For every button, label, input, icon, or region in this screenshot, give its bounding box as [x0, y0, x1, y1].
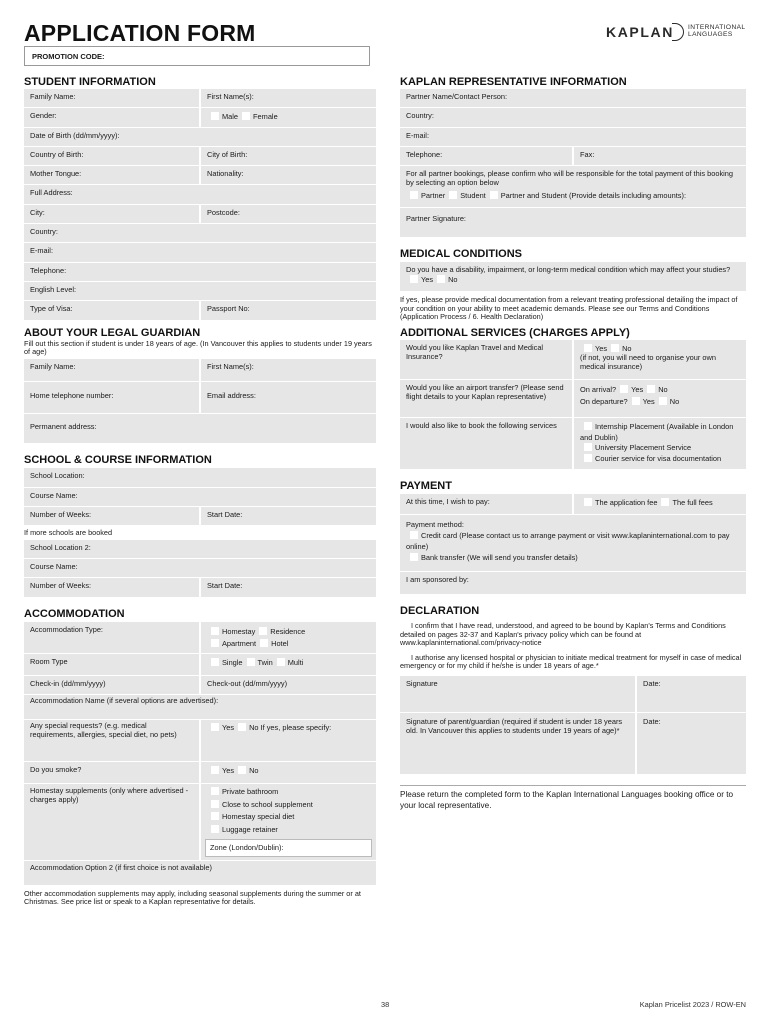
- english-level-field[interactable]: English Level:: [24, 282, 376, 301]
- postcode-field[interactable]: Postcode:: [199, 205, 376, 224]
- rep-telephone-field[interactable]: Telephone:: [400, 147, 572, 166]
- guardian-family-field[interactable]: Family Name:: [24, 359, 199, 382]
- residence-checkbox[interactable]: [259, 627, 267, 635]
- promotion-code-field[interactable]: PROMOTION CODE:: [24, 46, 370, 66]
- school-heading: SCHOOL & COURSE INFORMATION: [24, 454, 212, 467]
- weeks-field[interactable]: Number of Weeks:: [24, 507, 199, 526]
- smoke-options: Yes No: [199, 762, 376, 784]
- credit-card-checkbox[interactable]: [410, 531, 418, 539]
- insurance-question: Would you like Kaplan Travel and Medical Insurance?: [400, 340, 572, 380]
- single-checkbox[interactable]: [211, 658, 219, 666]
- airport-options: On arrival? Yes No On departure? Yes No: [572, 380, 746, 418]
- medical-heading: MEDICAL CONDITIONS: [400, 248, 523, 261]
- course-name-field[interactable]: Course Name:: [24, 488, 376, 507]
- gender-options: Male Female: [199, 108, 376, 127]
- pay-question: At this time, I wish to pay:: [400, 494, 572, 515]
- course-name2-field[interactable]: Course Name:: [24, 559, 376, 578]
- accom-footnote: Other accommodation supplements may apply, including seasonal supplements during the summer or at Christmas. See price list or speak to a Kaplan representative for details.: [24, 888, 361, 907]
- departure-yes-checkbox[interactable]: [632, 397, 640, 405]
- rep-country-field[interactable]: Country:: [400, 108, 746, 127]
- payment-heading: PAYMENT: [400, 480, 452, 493]
- email-field[interactable]: E-mail:: [24, 243, 376, 262]
- booking-responsibility: For all partner bookings, please confirm who will be responsible for the total payment of this booking by selecting an option below Partner Student Partner and Student (Provide details including amounts):: [400, 166, 746, 208]
- telephone-field[interactable]: Telephone:: [24, 263, 376, 282]
- female-checkbox[interactable]: [242, 112, 250, 120]
- country-birth-field[interactable]: Country of Birth:: [24, 147, 199, 166]
- supplements-label: Homestay supplements (only where advertised - charges apply): [24, 784, 199, 861]
- arrival-no-checkbox[interactable]: [647, 385, 655, 393]
- supplements-options: Private bathroom Close to school supplement Homestay special diet Luggage retainer Zone (London/Dublin):: [199, 784, 376, 861]
- gender-label: Gender:: [24, 108, 199, 127]
- rep-fax-field[interactable]: Fax:: [572, 147, 746, 166]
- diet-checkbox[interactable]: [211, 812, 219, 820]
- declaration-p2: I authorise any licensed hospital or physician to initiate medical treatment for myself in case of medical emergency or for my child if he/she is under 18 years of age.*: [400, 652, 742, 670]
- parent-date-field[interactable]: Date:: [635, 713, 746, 775]
- multi-checkbox[interactable]: [277, 658, 285, 666]
- smoke-yes-checkbox[interactable]: [211, 766, 219, 774]
- student-heading: STUDENT INFORMATION: [24, 76, 156, 88]
- services-question: I would also like to book the following services: [400, 418, 572, 470]
- dob-field[interactable]: Date of Birth (dd/mm/yyyy):: [24, 128, 376, 147]
- twin-checkbox[interactable]: [247, 658, 255, 666]
- guardian-tel-field[interactable]: Home telephone number:: [24, 382, 199, 414]
- bathroom-checkbox[interactable]: [211, 787, 219, 795]
- smoke-label: Do you smoke?: [24, 762, 199, 784]
- luggage-checkbox[interactable]: [211, 825, 219, 833]
- mother-tongue-field[interactable]: Mother Tongue:: [24, 166, 199, 185]
- bank-transfer-checkbox[interactable]: [410, 553, 418, 561]
- terms-checkbox[interactable]: [400, 621, 408, 629]
- city-field[interactable]: City:: [24, 205, 199, 224]
- accom-type-label: Accommodation Type:: [24, 622, 199, 654]
- accom-name-field[interactable]: Accommodation Name (if several options are advertised):: [24, 695, 376, 720]
- checkin-field[interactable]: Check-in (dd/mm/yyyy): [24, 676, 199, 695]
- special-requests-options: Yes No If yes, please specify:: [199, 720, 376, 762]
- start-date-field[interactable]: Start Date:: [199, 507, 376, 526]
- hotel-checkbox[interactable]: [260, 639, 268, 647]
- internship-checkbox[interactable]: [584, 422, 592, 430]
- page-number: 38: [381, 1000, 390, 1009]
- services-heading: ADDITIONAL SERVICES (CHARGES APPLY): [400, 327, 630, 340]
- parent-signature-field[interactable]: Signature of parent/guardian (required if student is under 18 years old. In Vancouver this applies to students under 19 years of age)*: [400, 713, 635, 775]
- weeks2-field[interactable]: Number of Weeks:: [24, 578, 199, 597]
- document-code: Kaplan Pricelist 2023 / ROW-EN: [639, 1000, 746, 1009]
- school-location2-field[interactable]: School Location 2:: [24, 540, 376, 559]
- kaplan-logo: KAPLAN INTERNATIONAL LANGUAGES: [606, 24, 746, 40]
- school-location-field[interactable]: School Location:: [24, 468, 376, 487]
- special-yes-checkbox[interactable]: [211, 723, 219, 731]
- accom-option2-field[interactable]: Accommodation Option 2 (if first choice is not available): [24, 861, 376, 886]
- both-checkbox[interactable]: [490, 191, 498, 199]
- sponsored-field[interactable]: I am sponsored by:: [400, 572, 746, 595]
- guardian-address-field[interactable]: Permanent address:: [24, 414, 376, 444]
- accom-type-options: Homestay Residence Apartment Hotel: [199, 622, 376, 654]
- medical-no-checkbox[interactable]: [437, 275, 445, 283]
- homestay-checkbox[interactable]: [211, 627, 219, 635]
- arrival-yes-checkbox[interactable]: [620, 385, 628, 393]
- insurance-yes-checkbox[interactable]: [584, 344, 592, 352]
- visa-field[interactable]: Type of Visa:: [24, 301, 199, 320]
- medical-yes-checkbox[interactable]: [410, 275, 418, 283]
- insurance-options: Yes No (if not, you will need to organise your own medical insurance): [572, 340, 746, 380]
- city-birth-field[interactable]: City of Birth:: [199, 147, 376, 166]
- male-checkbox[interactable]: [211, 112, 219, 120]
- zone-field[interactable]: Zone (London/Dublin):: [205, 839, 372, 858]
- form-title: APPLICATION FORM: [24, 20, 256, 46]
- authorise-checkbox[interactable]: [400, 653, 408, 661]
- address-field[interactable]: Full Address:: [24, 185, 376, 204]
- rep-heading: KAPLAN REPRESENTATIVE INFORMATION: [400, 76, 627, 88]
- special-requests-label: Any special requests? (e.g. medical requirements, allergies, special diet, no pets): [24, 720, 199, 762]
- signature-field[interactable]: Signature: [400, 676, 635, 713]
- services-options: Internship Placement (Available in London and Dublin) University Placement Service Courier service for visa documentation: [572, 418, 746, 470]
- special-no-checkbox[interactable]: [238, 723, 246, 731]
- more-schools-note: If more schools are booked: [24, 528, 113, 538]
- signature-date-field[interactable]: Date:: [635, 676, 746, 713]
- room-type-label: Room Type: [24, 654, 199, 676]
- start-date2-field[interactable]: Start Date:: [199, 578, 376, 597]
- accommodation-heading: ACCOMMODATION: [24, 607, 125, 620]
- rep-email-field[interactable]: E-mail:: [400, 128, 746, 147]
- checkout-field[interactable]: Check-out (dd/mm/yyyy): [199, 676, 376, 695]
- guardian-email-field[interactable]: Email address:: [199, 382, 376, 414]
- apartment-checkbox[interactable]: [211, 639, 219, 647]
- nationality-field[interactable]: Nationality:: [199, 166, 376, 185]
- guardian-first-field[interactable]: First Name(s):: [199, 359, 376, 382]
- declaration-p1: I confirm that I have read, understood, and agreed to be bound by Kaplan's Terms and Conditions detailed on pages 32-37 and Kaplan's privacy policy which can be found at www.kaplaninternational.com/privacy-notice: [400, 621, 726, 648]
- medical-note: If yes, please provide medical documentation from a relevant treating professional detailing the impact of your condition on your ability to meet academic demands. Please see our Terms and Conditions (Application Process / 6. Health Declaration): [400, 295, 738, 321]
- insurance-no-checkbox[interactable]: [611, 344, 619, 352]
- smoke-no-checkbox[interactable]: [238, 766, 246, 774]
- guardian-heading: ABOUT YOUR LEGAL GUARDIAN: [24, 326, 201, 339]
- courier-checkbox[interactable]: [584, 454, 592, 462]
- return-instructions: Please return the completed form to the Kaplan International Languages booking office or to your local representative.: [400, 790, 734, 810]
- country-field[interactable]: Country:: [24, 224, 376, 243]
- close-school-checkbox[interactable]: [211, 800, 219, 808]
- full-fees-checkbox[interactable]: [661, 498, 669, 506]
- pay-options: The application fee The full fees: [572, 494, 746, 515]
- partner-checkbox[interactable]: [410, 191, 418, 199]
- student-checkbox[interactable]: [449, 191, 457, 199]
- university-checkbox[interactable]: [584, 443, 592, 451]
- airport-question: Would you like an airport transfer? (Please send flight details to your Kaplan representative): [400, 380, 572, 418]
- first-name-field[interactable]: First Name(s):: [199, 89, 376, 108]
- room-type-options: Single Twin Multi: [199, 654, 376, 676]
- departure-no-checkbox[interactable]: [659, 397, 667, 405]
- passport-field[interactable]: Passport No:: [199, 301, 376, 320]
- medical-question: Do you have a disability, impairment, or long-term medical condition which may affect your studies?Yes No: [400, 262, 746, 292]
- family-name-field[interactable]: Family Name:: [24, 89, 199, 108]
- partner-name-field[interactable]: Partner Name/Contact Person:: [400, 89, 746, 108]
- application-fee-checkbox[interactable]: [584, 498, 592, 506]
- payment-method: Payment method: Credit card (Please contact us to arrange payment or visit www.kaplaninternational.com to pay online) Bank transfer (We will send you transfer details): [400, 515, 746, 572]
- partner-signature-field[interactable]: Partner Signature:: [400, 208, 746, 238]
- guardian-note: Fill out this section if student is under 18 years of age. (In Vancouver this applies to students under 19 years of age): [24, 338, 372, 356]
- declaration-heading: DECLARATION: [400, 605, 480, 618]
